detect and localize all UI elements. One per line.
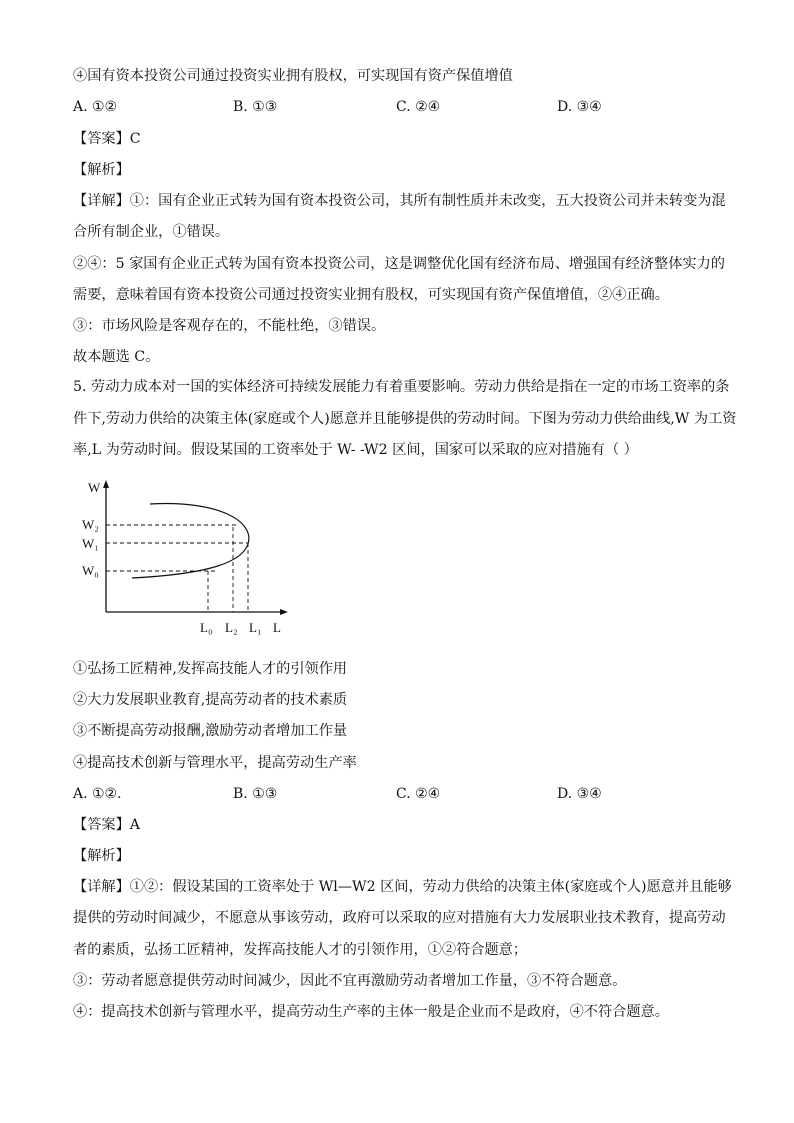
l2-label: L₂ — [225, 620, 238, 635]
w1-label: W₁ — [82, 536, 99, 551]
q4-option-c: C. ②④ — [396, 99, 441, 115]
q4-analysis-label: 【解析】 — [73, 162, 130, 178]
x-axis-arrow — [280, 609, 288, 615]
q5-statement-4: ④提高技术创新与管理水平，提高劳动生产率 — [73, 755, 357, 771]
q5-detail-line-5: ④：提高技术创新与管理水平，提高劳动生产率的主体一般是企业而不是政府，④不符合题意。 — [73, 1004, 669, 1020]
q4-detail-line-5: ③：市场风险是客观存在的，不能杜绝，③错误。 — [73, 318, 386, 334]
w2-label: W₂ — [82, 517, 99, 532]
q5-analysis-label: 【解析】 — [73, 848, 130, 864]
q5-option-a: A. ①②. — [73, 786, 122, 802]
q5-statement-2: ②大力发展职业教育,提高劳动者的技术素质 — [73, 692, 348, 708]
q5-answer: 【答案】A — [73, 817, 140, 833]
q4-answer: 【答案】C — [73, 131, 141, 147]
x-axis-label: L — [273, 620, 281, 635]
q5-option-b: B. ①③ — [233, 786, 278, 802]
l0-label: L₀ — [200, 620, 213, 635]
q4-conclusion: 故本题选 C。 — [73, 349, 160, 365]
supply-curve — [132, 504, 249, 578]
q4-option-d: D. ③④ — [557, 99, 602, 115]
q4-detail-line-2: 合所有制企业，①错误。 — [73, 224, 230, 240]
y-axis-label: W — [88, 480, 101, 495]
y-axis-arrow — [103, 480, 109, 488]
q5-option-c: C. ②④ — [396, 786, 441, 802]
q5-detail-line-1: 【详解】①②：假设某国的工资率处于 Wl—W2 区间，劳动力供给的决策主体(家庭或个人)愿意并且能够 — [73, 879, 732, 895]
q4-option-b: B. ①③ — [233, 99, 278, 115]
q5-statement-3: ③不断提高劳动报酬,激励劳动者增加工作量 — [73, 723, 348, 739]
q5-detail-line-4: ③：劳动者愿意提供劳动时间减少，因此不宜再激励劳动者增加工作量，③不符合题意。 — [73, 973, 627, 989]
q4-statement-4: ④国有资本投资公司通过投资实业拥有股权，可实现国有资产保值增值 — [73, 68, 513, 84]
q5-detail-line-3: 者的素质，弘扬工匠精神，发挥高技能人才的引领作用，①②符合题意； — [73, 942, 528, 958]
q4-option-a: A. ①② — [73, 99, 118, 115]
q5-statement-1: ①弘扬工匠精神,发挥高技能人才的引领作用 — [73, 661, 348, 677]
labor-supply-graph — [70, 472, 300, 642]
q5-stem-line-1: 5. 劳动力成本对一国的实体经济可持续发展能力有着重要影响。劳动力供给是指在一定的市场工资率的条 — [73, 379, 730, 395]
labor-supply-graph-svg — [70, 472, 300, 642]
q5-stem-line-3: 率,L 为劳动时间。假设某国的工资率处于 W- -W2 区间，国家可以采取的应对措施有（ ） — [73, 442, 638, 458]
q4-detail-line-3: ②④：5 家国有企业正式转为国有资本投资公司，这是调整优化国有经济布局、增强国有经济整体实力的 — [73, 256, 725, 272]
w0-label: W₀ — [82, 563, 99, 578]
q5-detail-line-2: 提供的劳动时间减少，不愿意从事该劳动，政府可以采取的应对措施有大力发展职业技术教育，提高劳动 — [73, 910, 726, 926]
q5-stem-line-2: 件下,劳动力供给的决策主体(家庭或个人)愿意并且能够提供的劳动时间。下图为劳动力供给曲线,W 为工资 — [73, 411, 737, 427]
q5-option-d: D. ③④ — [557, 786, 602, 802]
q4-detail-line-1: 【详解】①：国有企业正式转为国有资本投资公司，其所有制性质并未改变，五大投资公司并未转变为混 — [73, 193, 726, 209]
l1-label: L₁ — [249, 620, 262, 635]
q4-detail-line-4: 需要，意味着国有资本投资公司通过投资实业拥有股权，可实现国有资产保值增值，②④正确。 — [73, 287, 669, 303]
